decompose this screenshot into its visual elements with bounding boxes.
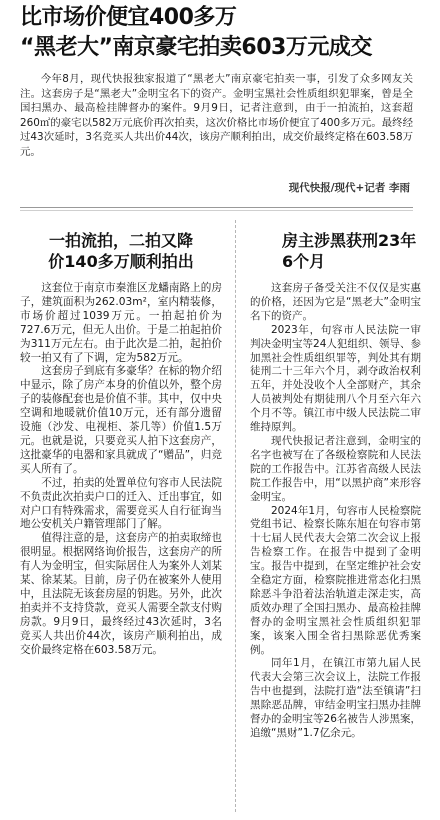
right-subheading — [250, 230, 421, 272]
left-subheading-line-2: 价140多万顺利拍出 — [48, 252, 194, 271]
left-subheading-line-1: 一拍流拍，二拍又降 — [48, 231, 193, 250]
right-paragraph: 2023年，句容市人民法院一审判决金明宝等24人犯组织、领导、参加黑社会性质组织罪等，判处其有期徒刑二十三年六个月，剥夺政治权利五年，并处没收个人全部财产，其余人员被判处有期徒刑八个月至六年六个月不等。镇江市中级人民法院二审维持原判。 — [250, 323, 421, 434]
left-paragraph: 不过，拍卖的处置单位句容市人民法院不负责此次拍卖户口的迁入、迁出事宜，如对户口有特殊需求，需要竞买人自行征询当地公安机关户籍管理部门了解。 — [20, 476, 222, 531]
left-subheading — [20, 230, 222, 272]
headline-line-1: 比市场价便宜400多万 — [20, 5, 237, 30]
section-divider-secondary — [20, 210, 413, 211]
right-paragraph: 这套房子备受关注不仅仅是实惠的价格，还因为它是“黑老大”金明宝名下的资产。 — [250, 282, 421, 322]
left-paragraph: 值得注意的是，这套房产的拍卖取缔也很明显。根据网络询价报告，这套房产的所有人为金明宝，但实际居住人为案外人刘某某、徐某某。目前，房子仍在被案外人使用中，且法院无该套房屋的钥匙。另外，此次拍卖并不支持贷款，竞买人需要全款支付购房款。9月9日，最终经过43次延时，3名竞买人共出价44次，该房产顺利拍出，成交价最终定格在603.58万元。 — [20, 532, 222, 656]
right-paragraph: 同年1月，在镇江市第九届人民代表大会第三次会议上，法院工作报告中也提到，法院打造“法至镇请”扫黑除恶品牌，审结金明宝扫黑办挂牌督办的金明宝等26名被告人涉黑案，追缴“黑财”1.7亿余元。 — [250, 657, 421, 739]
right-column — [250, 230, 421, 741]
lead-paragraph: 今年8月，现代快报独家报道了“黑老大”南京豪宅拍卖一事，引发了众多网友关注。这套房子是“黑老大”金明宝名下的资产。金明宝黑社会性质组织犯罪案，曾是全国扫黑办、最高检挂牌督办的案件。9月9日，记者注意到，由于一拍流拍，这套超260㎡的豪宅以582万元底价再次拍卖，这次价格比市场价便宜了400多万元。最终经过43次延时，3名竞买人共出价44次，该房产顺利拍出，成交价最终定格在603.58万元。 — [20, 73, 413, 158]
section-divider — [20, 207, 413, 208]
byline: 现代快报/现代+记者 李雨 — [288, 182, 410, 194]
right-paragraph: 现代快报记者注意到，金明宝的名字也被写在了各级检察院和人民法院的工作报告中。江苏省高级人民法院工作报告中，用“以黑护商”来形容金明宝。 — [250, 434, 421, 503]
left-paragraph: 这套位于南京市秦淮区龙蟠南路上的房子，建筑面积为262.03m²，室内精装修，市场价超过1039万元。一拍起拍价为727.6万元，但无人出价。于是二拍起拍价为311万元左右。由于此次是二拍，起拍价较一拍又有了下调，定为582万元。 — [20, 282, 222, 364]
right-subheading-line-2: 6个月 — [282, 252, 326, 271]
headline — [20, 3, 430, 63]
headline-line-2: “黑老大”南京豪宅拍卖603万元成交 — [20, 35, 372, 60]
right-subheading-line-1: 房主涉黑获刑23年 — [282, 231, 417, 250]
left-paragraph: 这套房子到底有多豪华？在标的物介绍中显示，除了房产本身的价值以外，整个房子的装修配套也是价值不菲。其中，仅中央空调和地暖就价值10万元，还有部分遗留设施（沙发、电视柜、茶几等）价值1.5万元。也就是说，只要竞买人拍下这套房产，这批豪华的电器和家具就成了“赠品”，归竞买人所有了。 — [20, 365, 222, 475]
left-column — [20, 230, 222, 657]
column-divider — [235, 220, 236, 812]
right-paragraph: 2024年1月，句容市人民检察院党组书记、检察长陈东旭在句容市第十七届人民代表大会第二次会议上报告检察工作。在报告中提到了金明宝。报告中提到，在坚定维护社会安全稳定方面，检察院推进常态化扫黑除恶斗争沿着法治轨道走深走实，高质效办理了全国扫黑办、最高检挂牌督办的金明宝黑社会性质组织犯罪案，该案入围全省扫黑除恶优秀案例。 — [250, 504, 421, 656]
